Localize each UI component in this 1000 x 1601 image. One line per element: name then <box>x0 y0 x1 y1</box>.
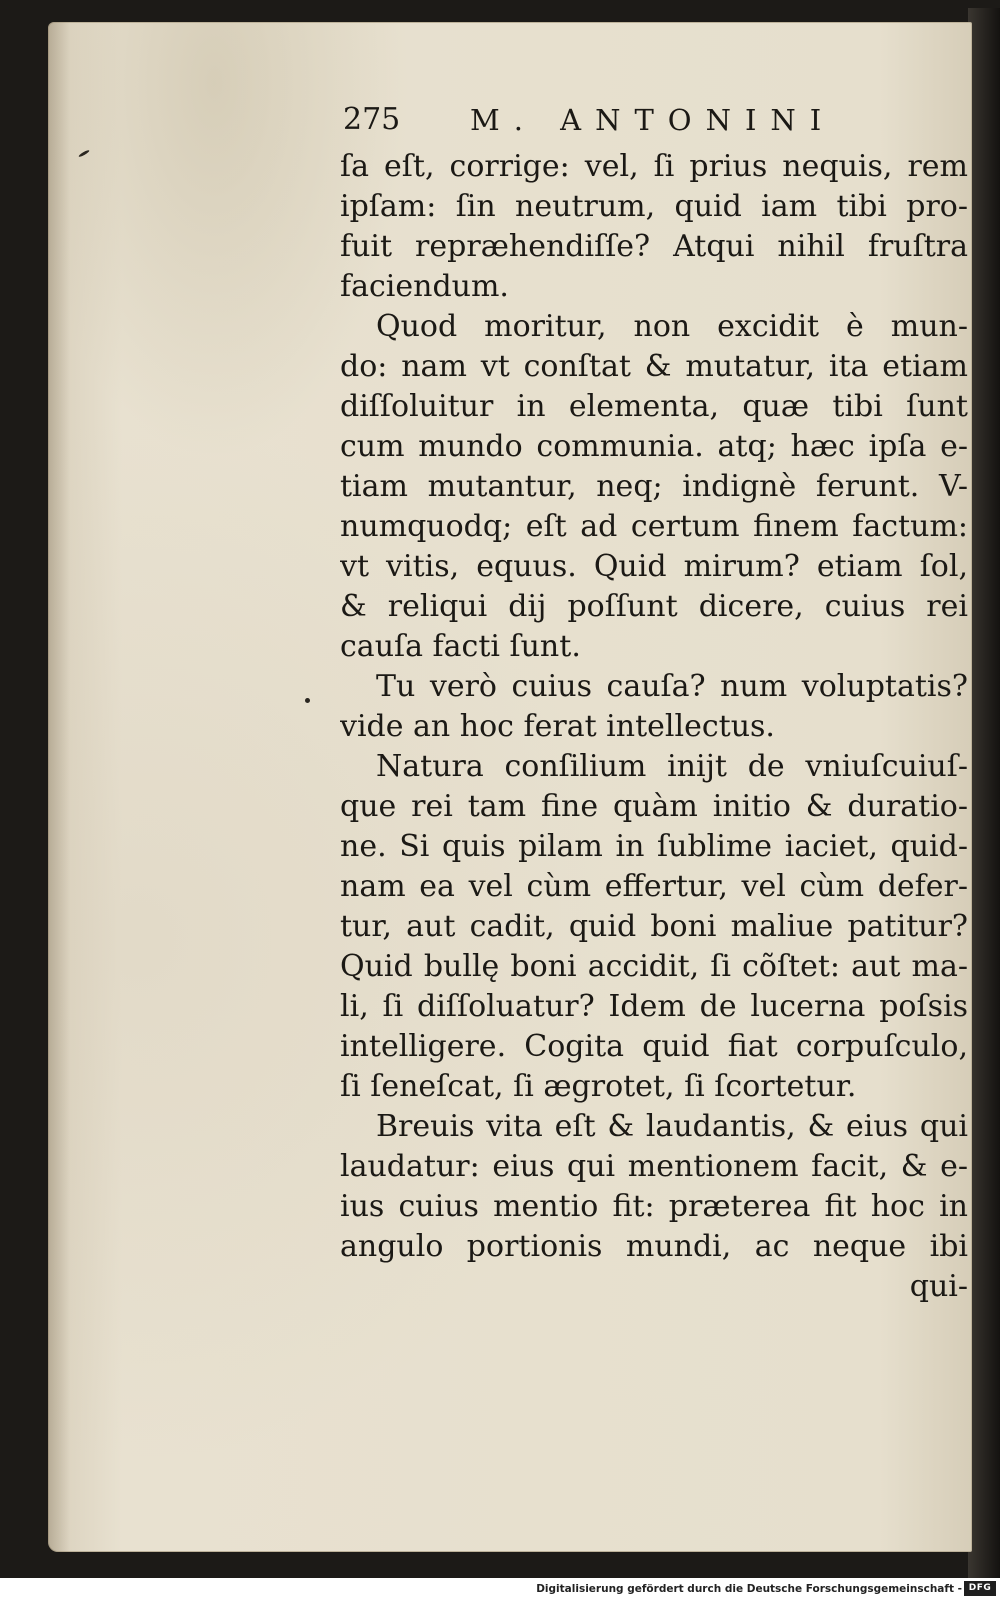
funding-credit: Digitalisierung gefördert durch die Deutsche Forschungsgemeinschaft - <box>536 1583 962 1595</box>
book-cover-edge <box>968 8 1000 1578</box>
ink-speck <box>305 698 310 703</box>
text-line: Quod moritur, non excidit è mun- <box>376 309 968 344</box>
text-line: faciendum. <box>340 269 509 304</box>
text-line: do: nam vt conſtat & mutatur, ita etiam <box>340 349 968 384</box>
text-line: angulo portionis mundi, ac neque ibi <box>340 1229 968 1264</box>
text-line: Natura conſilium inijt de vniuſcuiuſ- <box>376 749 968 784</box>
text-line: Tu verò cuius cauſa? num voluptatis? <box>376 669 968 704</box>
text-line: tiam mutantur, neq; indignè ferunt. V- <box>340 469 968 504</box>
running-title: M. ANTONINI <box>470 103 836 137</box>
text-line: ne. Si quis pilam in ſublime iaciet, quid- <box>340 829 968 864</box>
text-line: ipſam: ſin neutrum, quid iam tibi pro- <box>340 189 968 224</box>
text-line: fuit repræhendiſſe? Atqui nihil fruſtra <box>340 229 968 264</box>
text-line: vt vitis, equus. Quid mirum? etiam ſol, <box>340 549 968 584</box>
text-line: cum mundo communia. atq; hæc ipſa e- <box>340 429 968 464</box>
text-line: nam ea vel cùm effertur, vel cùm defer- <box>340 869 968 904</box>
text-line: tur, aut cadit, quid boni maliue patitur? <box>340 909 968 944</box>
catchword: qui- <box>909 1269 968 1304</box>
text-line: ſi ſeneſcat, ſi ægrotet, ſi ſcortetur. <box>340 1069 857 1104</box>
dfg-logo: DFG <box>964 1581 996 1596</box>
text-line: & reliqui dij poſſunt dicere, cuius rei <box>340 589 968 624</box>
text-line: vide an hoc ferat intellectus. <box>340 709 775 744</box>
text-line: cauſa facti ſunt. <box>340 629 581 664</box>
text-line: numquodq; eſt ad certum finem factum: <box>340 509 968 544</box>
text-line: ſa eſt, corrige: vel, ſi prius nequis, rem <box>340 149 968 184</box>
text-line: intelligere. Cogita quid fiat corpuſculo, <box>340 1029 968 1064</box>
text-line: ius cuius mentio fit: præterea fit hoc in <box>340 1189 968 1224</box>
text-line: diſſoluitur in elementa, quæ tibi ſunt <box>340 389 968 424</box>
text-line: li, ſi diſſoluatur? Idem de lucerna poſsis <box>340 989 968 1024</box>
text-line: Quid bullę boni accidit, ſi cõſtet: aut ma- <box>340 949 968 984</box>
body-text <box>340 147 968 1307</box>
page-number: 275 <box>343 102 401 137</box>
text-line: que rei tam fine quàm initio & duratio- <box>340 789 968 824</box>
text-line: Breuis vita eſt & laudantis, & eius qui <box>376 1109 968 1144</box>
page-gutter-shadow <box>48 22 70 1552</box>
text-line: laudatur: eius qui mentionem facit, & e- <box>340 1149 968 1184</box>
